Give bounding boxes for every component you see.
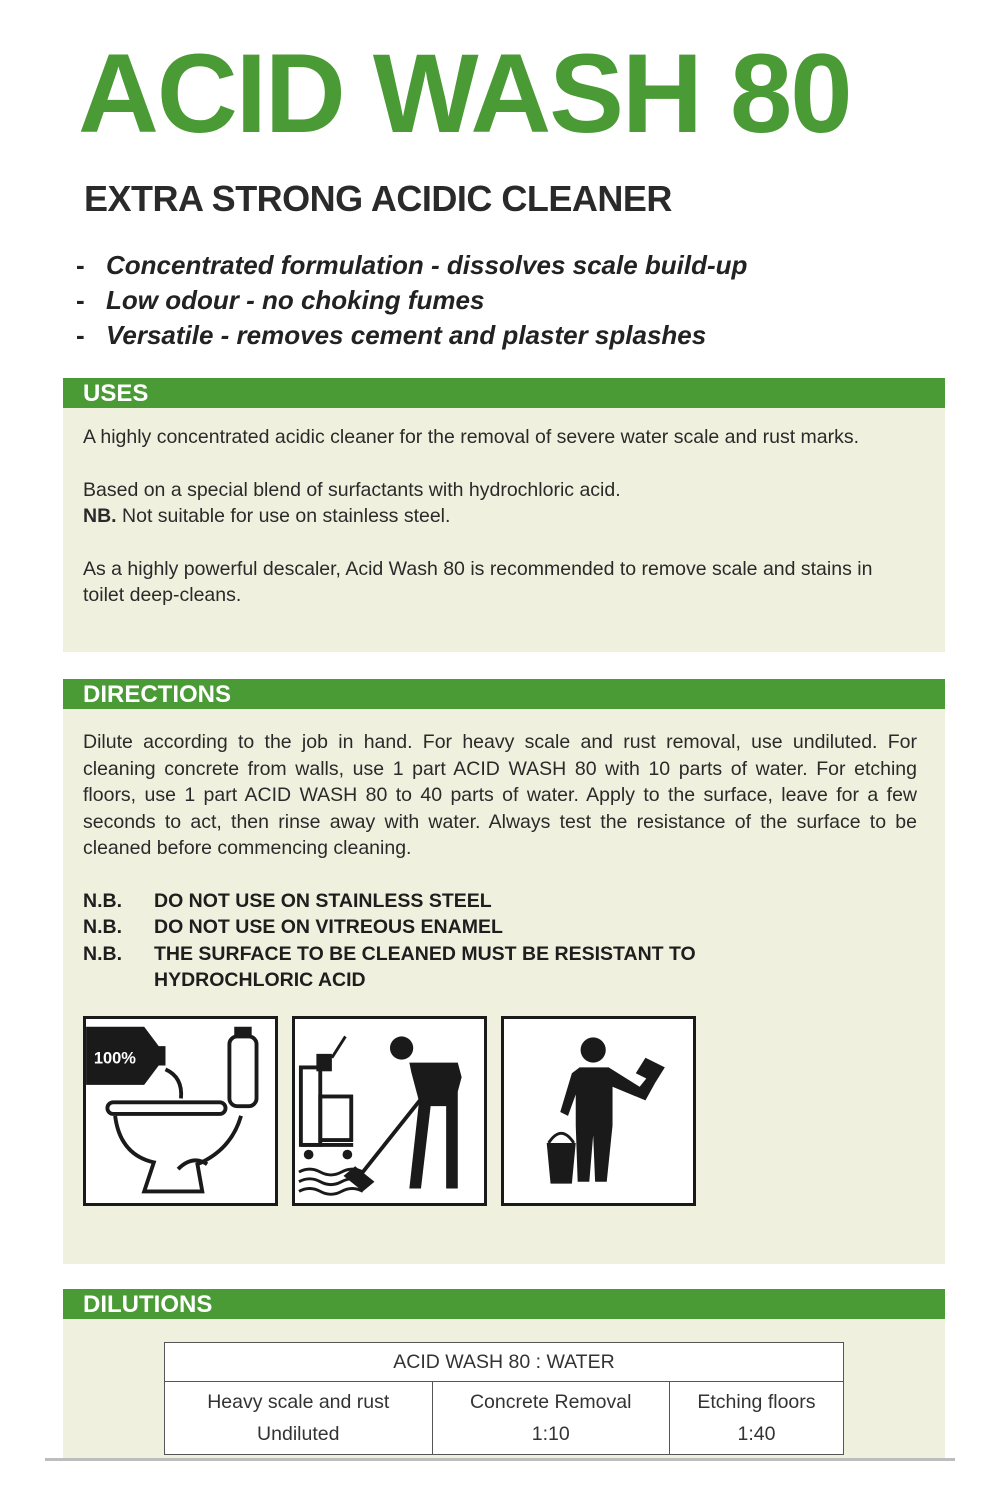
percent-label: 100% bbox=[93, 1049, 136, 1068]
feature-item: - Versatile - removes cement and plaster splashes bbox=[76, 318, 747, 353]
feature-dash: - bbox=[76, 320, 85, 350]
product-title: ACID WASH 80 bbox=[78, 31, 851, 156]
nb-label: NB. bbox=[83, 505, 117, 527]
toilet-undiluted-icon bbox=[83, 1016, 278, 1206]
dilutions-heading: DILUTIONS bbox=[63, 1289, 945, 1319]
directions-heading: DIRECTIONS bbox=[63, 679, 945, 709]
product-subtitle: EXTRA STRONG ACIDIC CLEANER bbox=[84, 178, 672, 219]
uses-section bbox=[63, 378, 945, 652]
floor-mopping-icon bbox=[292, 1016, 487, 1206]
page-divider bbox=[45, 1458, 955, 1461]
warning-list bbox=[83, 888, 945, 994]
uses-heading: USES bbox=[63, 378, 945, 408]
uses-paragraph: A highly concentrated acidic cleaner for the removal of severe water scale and rust marks. bbox=[83, 426, 860, 448]
uses-paragraph: As a highly powerful descaler, Acid Wash 80 is recommended to remove scale and stains in toilet deep-cleans. bbox=[83, 558, 873, 606]
feature-item: - Concentrated formulation - dissolves scale build-up bbox=[76, 248, 747, 283]
directions-section bbox=[63, 679, 945, 1264]
feature-dash: - bbox=[76, 285, 85, 315]
dilution-table bbox=[164, 1342, 844, 1455]
uses-paragraph: Based on a special blend of surfactants with hydrochloric acid. NB. Not suitable for use on stainless steel. bbox=[83, 479, 621, 527]
table-cell: Etching floors 1:40 bbox=[669, 1382, 843, 1455]
warning-row: N.B. DO NOT USE ON VITREOUS ENAMEL bbox=[83, 916, 503, 938]
table-cell: Concrete Removal 1:10 bbox=[432, 1382, 669, 1455]
feature-item: - Low odour - no choking fumes bbox=[76, 283, 747, 318]
table-cell: Heavy scale and rust Undiluted bbox=[165, 1382, 433, 1455]
warning-row: N.B. DO NOT USE ON STAINLESS STEEL bbox=[83, 889, 492, 912]
feature-list bbox=[76, 248, 747, 353]
feature-dash: - bbox=[76, 250, 85, 280]
dispose-in-bin-icon bbox=[501, 1016, 696, 1206]
warning-row: N.B. THE SURFACE TO BE CLEANED MUST BE RESISTANT TO HYDROCHLORIC ACID bbox=[83, 942, 696, 991]
table-header: ACID WASH 80 : WATER bbox=[165, 1343, 844, 1382]
pictogram-row bbox=[83, 1016, 945, 1206]
directions-text: Dilute according to the job in hand. For heavy scale and rust removal, use undiluted. For cleaning concrete from walls, use 1 part ACID WASH 80 with 10 parts of water. For etching floors, use 1 part ACID WASH 80 to 40 parts of water. Apply to the surface, leave for a few seconds to act, then rinse away with water. Always test the resistance of the surface to be cleaned before commencing cleaning. bbox=[83, 731, 917, 859]
